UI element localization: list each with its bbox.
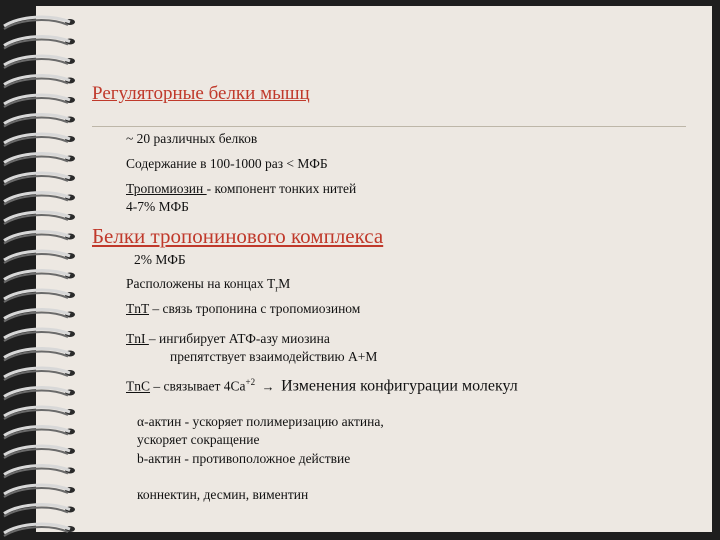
title-regulatory-proteins: Регуляторные белки мышц [92,83,310,104]
tnc-charge: +2 [245,377,256,387]
spiral-ring [4,56,75,68]
spiral-ring [4,349,75,361]
spiral-ring [4,134,75,146]
spiral-ring [4,329,75,341]
spiral-ring [4,173,75,185]
tnc-result: Изменения конфигурации молекул [281,377,518,395]
tropomyosin-line [126,181,356,197]
spiral-ring [4,466,75,478]
other-proteins: коннектин, десмин, виментин [137,487,309,502]
spiral-ring [4,17,75,29]
spiral-ring [4,505,75,517]
spiral-ring [4,524,75,536]
content-ratio: Содержание в 100-1000 раз < МФБ [126,156,328,171]
tni-desc: – ингибирует АТФ-азу миозина [148,331,330,346]
spiral-ring [4,368,75,380]
tnt-term: TnT [126,301,149,316]
tropomyosin-term: Тропомиозин [126,181,207,196]
spiral-ring [4,115,75,127]
spiral-ring [4,290,75,302]
spiral-ring [4,95,75,107]
tni-term: TnI [126,331,149,346]
spiral-ring [4,388,75,400]
location-line [126,276,290,294]
title-troponin-complex: Белки тропонинового комплекса [92,224,384,248]
spiral-ring [4,271,75,283]
tnc-line [126,377,518,396]
location-text: Расположены на концах Т [126,276,276,291]
spiral-ring [4,310,75,322]
alpha-actin-desc: -актин - ускоряет полимеризацию актина, [144,414,384,429]
spiral-ring [4,154,75,166]
tropomyosin-desc: - компонент тонких нитей [206,181,357,196]
spiral-ring [4,251,75,263]
tnt-desc: – связь тропонина с тропомиозином [149,301,361,316]
alpha-actin-line [137,414,384,430]
spiral-ring [4,427,75,439]
location-suffix: М [278,276,291,291]
spiral-ring [4,485,75,497]
spiral-ring [4,37,75,49]
location-sub: r [275,283,279,294]
spiral-binding [0,0,90,540]
tropomyosin-percent: 4-7% МФБ [126,199,189,214]
proteins-count: ~ 20 различных белков [126,131,258,146]
spiral-ring [4,193,75,205]
tni-line2: препятствует взаимодействию А+М [170,349,378,364]
troponin-percent: 2% МФБ [134,252,186,267]
tni-line [126,331,330,347]
tnc-desc: – связывает 4Са [150,378,246,394]
alpha-symbol: α [137,414,145,429]
spiral-ring [4,76,75,88]
arrow-icon: → [261,378,275,394]
spiral-ring [4,232,75,244]
divider-line [92,126,686,127]
spiral-ring [4,407,75,419]
alpha-actin-line2: ускоряет сокращение [137,432,260,447]
spiral-ring [4,212,75,224]
spiral-ring [4,446,75,458]
beta-actin-line: b-актин - противоположное действие [137,451,351,466]
tnt-line [126,301,360,317]
tnc-term: TnC [126,378,151,394]
